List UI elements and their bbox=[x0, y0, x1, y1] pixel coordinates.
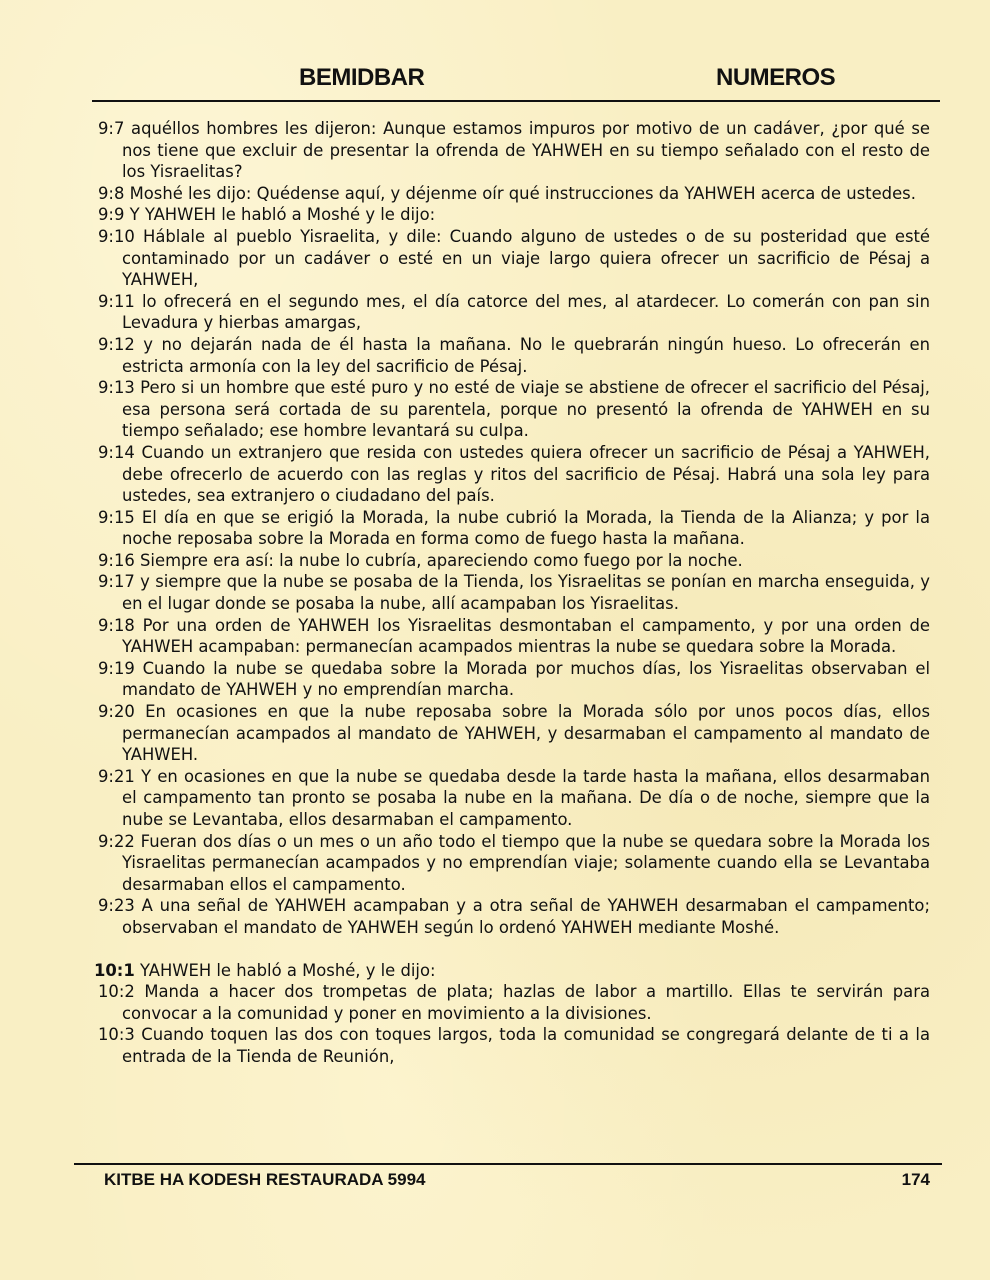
verse bbox=[98, 118, 930, 183]
verse-number: 9:10 bbox=[98, 226, 135, 246]
verse-number: 9:17 bbox=[98, 572, 135, 592]
verse-text: Pero si un hombre que esté puro y no esté de viaje se abstiene de ofrecer el sacrificio del Pésaj, esa persona será cortada de su parentela, porque no presentó la ofrenda de YAHWEH en su tiempo señalado; ese hombre levantará su culpa. bbox=[122, 378, 930, 441]
page-number: 174 bbox=[901, 1170, 930, 1189]
verse-text: y no dejarán nada de él hasta la mañana. No le quebrarán ningún hueso. Lo ofrecerán en estricta armonía con la ley del sacrificio de Pésaj. bbox=[122, 334, 930, 376]
verse-text: Y en ocasiones en que la nube se quedaba desde la tarde hasta la mañana, ellos desarmaban el campamento tan pronto se posaba la nube en la mañana. De día o de noche, siempre que la nube se Levantaba, ellos desarmaban el campamento. bbox=[122, 766, 930, 829]
verse-number: 9:11 bbox=[98, 291, 135, 311]
chapter-9-verses bbox=[98, 118, 930, 939]
verse-text: Cuando la nube se quedaba sobre la Morada por muchos días, los Yisraelitas observaban el mandato de YAHWEH y no emprendían marcha. bbox=[122, 658, 930, 700]
verse bbox=[98, 204, 930, 226]
verse bbox=[98, 334, 930, 377]
verse-text: A una señal de YAHWEH acampaban y a otra señal de YAHWEH desarmaban el campamento; observaban el mandato de YAHWEH según lo ordenó YAHWEH mediante Moshé. bbox=[122, 896, 930, 937]
chapter-10-verses bbox=[98, 981, 930, 1067]
verse bbox=[98, 550, 930, 572]
verse-number: 9:16 bbox=[98, 550, 135, 570]
verse bbox=[98, 291, 930, 334]
verse bbox=[98, 766, 930, 831]
verse bbox=[98, 658, 930, 701]
verse-number: 9:22 bbox=[98, 831, 135, 851]
verse bbox=[98, 1024, 930, 1067]
verse-number: 9:19 bbox=[98, 658, 135, 678]
verse-text: Cuando un extranjero que resida con ustedes quiera ofrecer un sacrificio de Pésaj a YAHWEH, debe ofrecerlo de acuerdo con las reglas y ritos del sacrificio de Pésaj. Habrá una sola ley para ustedes, sea extranjero o ciudadano del país. bbox=[122, 442, 930, 506]
verse-number: 9:7 bbox=[98, 119, 125, 138]
verse bbox=[98, 377, 930, 442]
verse-text: Háblale al pueblo Yisraelita, y dile: Cuando alguno de ustedes o de su posteridad que esté contaminado por un cadáver o esté en un viaje largo quiera ofrecer un sacrificio de Pésaj a YAHWEH, bbox=[122, 226, 930, 290]
footer-rule bbox=[74, 1163, 942, 1165]
header-book-hebrew: BEMIDBAR bbox=[299, 64, 425, 91]
verse bbox=[98, 442, 930, 507]
verse-text: aquéllos hombres les dijeron: Aunque estamos impuros por motivo de un cadáver, ¿por qué se nos tiene que excluir de presentar la ofrenda de YAHWEH en su tiempo señalado con el resto de los Yisraelitas? bbox=[122, 119, 930, 182]
verse-text: Por una orden de YAHWEH los Yisraelitas desmontaban el campamento, y por una orden de YAHWEH acampaban: permanecían acampados mientras la nube se quedara sobre la Morada. bbox=[122, 615, 930, 657]
verse bbox=[98, 615, 930, 658]
verse-text: Y YAHWEH le habló a Moshé y le dijo: bbox=[129, 205, 436, 225]
verse-text: El día en que se erigió la Morada, la nube cubrió la Morada, la Tienda de la Alianza; y por la noche reposaba sobre la Morada en forma como de fuego hasta la mañana. bbox=[122, 507, 930, 549]
verse-number: 9:18 bbox=[98, 615, 135, 635]
verse-number: 9:9 bbox=[98, 205, 125, 225]
verse-text: Moshé les dijo: Quédense aquí, y déjenme oír qué instrucciones da YAHWEH acerca de ustedes. bbox=[129, 183, 916, 203]
verse-number: 10:2 bbox=[98, 982, 135, 1002]
verse-number: 9:8 bbox=[98, 183, 125, 203]
scripture-text bbox=[94, 118, 931, 1068]
verse-text: Siempre era así: la nube lo cubría, apareciendo como fuego por la noche. bbox=[140, 550, 743, 570]
verse-number: 9:13 bbox=[98, 378, 135, 398]
verse-number: 9:15 bbox=[98, 507, 135, 527]
verse-number: 9:12 bbox=[98, 334, 135, 354]
verse bbox=[98, 226, 930, 291]
verse-text: lo ofrecerá en el segundo mes, el día catorce del mes, al atardecer. Lo comerán con pan sin Levadura y hierbas amargas, bbox=[122, 291, 930, 333]
verse-text: Manda a hacer dos trompetas de plata; hazlas de labor a martillo. Ellas te servirán para convocar a la comunidad y poner en movimiento a la divisiones. bbox=[122, 982, 931, 1023]
verse bbox=[98, 895, 930, 938]
page-header bbox=[92, 62, 940, 98]
verse-number: 10:3 bbox=[98, 1025, 135, 1045]
verse bbox=[98, 831, 930, 896]
verse bbox=[98, 571, 930, 614]
verse-text: y siempre que la nube se posaba de la Tienda, los Yisraelitas se ponían en marcha enseguida, y en el lugar donde se posaba la nube, allí acampaban los Yisraelitas. bbox=[122, 572, 930, 614]
header-book-spanish: NUMEROS bbox=[716, 64, 836, 91]
verse bbox=[98, 981, 930, 1024]
page-footer bbox=[104, 1170, 930, 1194]
verse-text: En ocasiones en que la nube reposaba sobre la Morada sólo por unos pocos días, ellos permanecían acampados al mandato de YAHWEH, y desarmaban el campamento al mandato de YAHWEH. bbox=[122, 702, 930, 765]
verse-10-1 bbox=[94, 960, 930, 982]
header-rule bbox=[92, 100, 940, 102]
verse-number: 10:1 bbox=[94, 960, 135, 980]
verse bbox=[98, 507, 930, 550]
verse bbox=[98, 183, 930, 205]
verse-number: 9:14 bbox=[98, 442, 135, 462]
verse-number: 9:20 bbox=[98, 702, 135, 722]
verse-number: 9:23 bbox=[98, 896, 135, 916]
verse-text: YAHWEH le habló a Moshé, y le dijo: bbox=[140, 960, 436, 980]
footer-book-title: KITBE HA KODESH RESTAURADA 5994 bbox=[104, 1170, 426, 1189]
chapter-gap bbox=[98, 939, 930, 960]
verse-text: Cuando toquen las dos con toques largos, toda la comunidad se congregará delante de ti a la entrada de la Tienda de Reunión, bbox=[122, 1025, 930, 1066]
verse-text: Fueran dos días o un mes o un año todo el tiempo que la nube se quedara sobre la Morada los Yisraelitas permanecían acampados y no emprendían viaje; solamente cuando ella se Levantaba desarmaban ellos el campamento. bbox=[122, 831, 931, 894]
verse bbox=[98, 701, 930, 766]
verse-number: 9:21 bbox=[98, 766, 135, 786]
